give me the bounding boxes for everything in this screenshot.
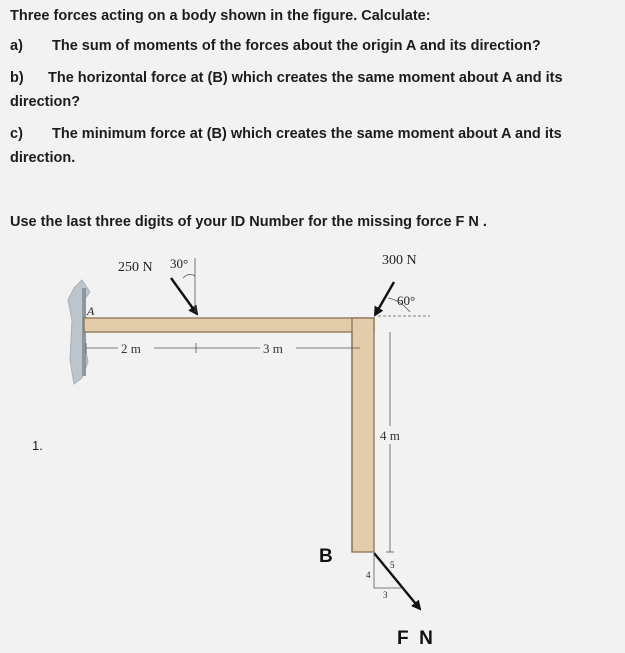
item-number: 1. — [32, 438, 43, 453]
angle-30-arc — [183, 274, 195, 278]
part-b-continued: direction? — [10, 94, 81, 110]
part-a-text: The sum of moments of the forces about the origin A and its direction? — [52, 38, 541, 54]
point-b-label: B — [319, 546, 333, 567]
angle-30-label: 30° — [170, 256, 189, 271]
part-c-continued: direction. — [10, 150, 76, 166]
ratio-4-label: 4 — [366, 570, 371, 580]
dim-4m-label: 4 m — [380, 428, 400, 443]
part-b-text: The horizontal force at (B) which creates the same moment about A and its — [48, 70, 563, 86]
part-a-label: a) — [10, 38, 23, 54]
force-f-arrow — [374, 553, 420, 609]
part-b-label: b) — [10, 70, 24, 86]
angle-60-label: 60° — [397, 293, 416, 308]
point-a-label: A — [87, 304, 95, 318]
horizontal-beam — [84, 318, 374, 332]
part-c-text: The minimum force at (B) which creates the same moment about A and its — [52, 126, 562, 142]
dim-2m-label: 2 m — [121, 341, 141, 356]
ratio-3-label: 3 — [383, 590, 388, 600]
problem-intro: Three forces acting on a body shown in the figure. Calculate: — [10, 8, 431, 24]
force-250-label: 250 N — [118, 260, 153, 275]
vertical-beam — [352, 318, 374, 552]
instruction: Use the last three digits of your ID Number for the missing force F N . — [10, 214, 487, 230]
dim-3m-label: 3 m — [263, 341, 283, 356]
force-300-label: 300 N — [382, 253, 417, 268]
part-c-label: c) — [10, 126, 23, 142]
force-f-label: F N — [397, 628, 433, 649]
ratio-5-label: 5 — [390, 560, 395, 570]
